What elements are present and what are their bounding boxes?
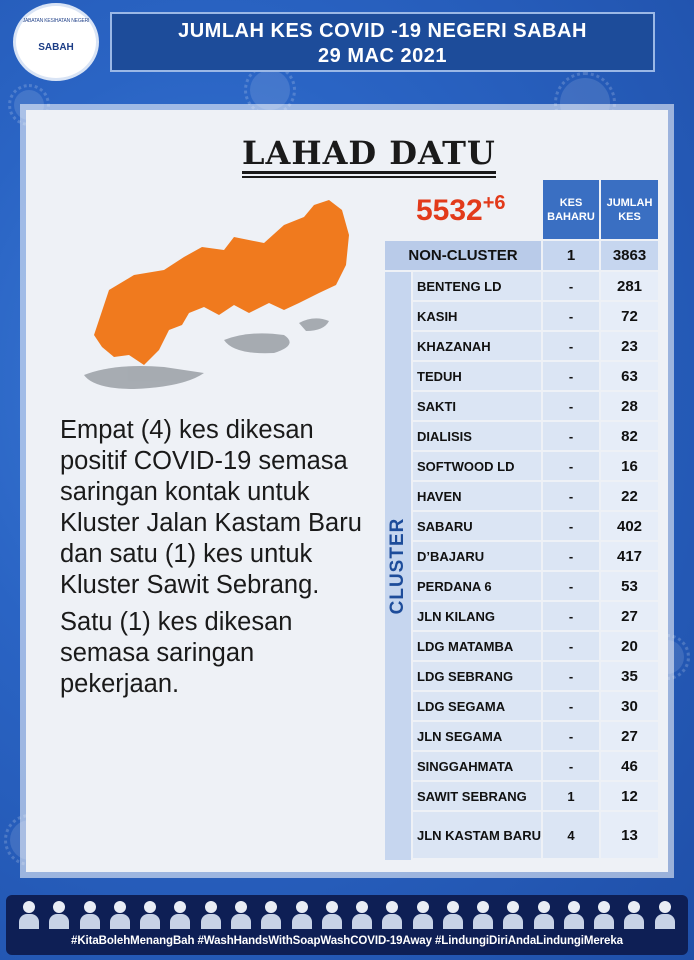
table-row [411,422,658,450]
table-row [411,692,658,720]
person-icon [17,899,41,929]
header-date: 29 MAC 2021 [318,45,447,67]
cluster-side-label [385,272,411,860]
new-cases-increase: +6 [482,192,506,214]
cluster-new-cases: - [543,662,599,690]
cluster-total-cases: 53 [601,572,658,600]
cluster-new-cases: - [543,482,599,510]
col-header-total-cases: JUMLAH KES [601,180,658,239]
table-row [411,812,658,858]
cluster-name: LDG SEBRANG [413,662,541,690]
cluster-new-cases: - [543,632,599,660]
cluster-total-cases: 16 [601,452,658,480]
person-icon [290,899,314,929]
cluster-group [385,272,658,860]
health-dept-logo [16,6,96,78]
cluster-label-text: CLUSTER [387,517,408,615]
person-icon [350,899,374,929]
table-row [411,332,658,360]
non-cluster-row [385,241,658,270]
page-header [110,12,655,72]
cluster-name: PERDANA 6 [413,572,541,600]
cluster-new-cases: - [543,572,599,600]
cluster-total-cases: 46 [601,752,658,780]
cluster-new-cases: - [543,542,599,570]
case-description [60,415,380,706]
cluster-new-cases: - [543,302,599,330]
person-icon [653,899,677,929]
cluster-table [385,180,658,860]
table-row [411,722,658,750]
description-paragraph-2: Satu (1) kes dikesan semasa saringan pekerjaan. [60,608,293,698]
table-row [411,512,658,540]
description-paragraph-1: Empat (4) kes dikesan positif COVID-19 semasa saringan kontak untuk Kluster Jalan Kastam Baru dan satu (1) kes untuk Kluster Sawit Sebrang. [60,416,362,599]
header-title: JUMLAH KES COVID -19 NEGERI SABAH [178,20,587,42]
logo-top-text: JABATAN KESIHATAN NEGERI [22,18,90,24]
district-map [74,195,364,395]
person-icon [168,899,192,929]
person-icon [138,899,162,929]
table-row [411,632,658,660]
person-icon [532,899,556,929]
non-cluster-label: NON-CLUSTER [385,241,541,270]
cluster-new-cases: - [543,512,599,540]
person-icon [592,899,616,929]
person-icon [199,899,223,929]
people-icons [6,895,688,933]
cluster-total-cases: 281 [601,272,658,300]
non-cluster-total: 3863 [601,241,658,270]
cluster-name: SAWIT SEBRANG [413,782,541,810]
non-cluster-new: 1 [543,241,599,270]
person-icon [47,899,71,929]
district-panel [26,110,668,872]
person-icon [562,899,586,929]
table-row [411,272,658,300]
person-icon [622,899,646,929]
cluster-new-cases: - [543,602,599,630]
cluster-total-cases: 28 [601,392,658,420]
table-row [411,452,658,480]
cluster-new-cases: - [543,722,599,750]
cluster-name: JLN KILANG [413,602,541,630]
cluster-total-cases: 12 [601,782,658,810]
cluster-name: LDG MATAMBA [413,632,541,660]
footer-hashtags: #KitaBolehMenangBah #WashHandsWithSoapWashCOVID-19Away #LindungiDiriAndaLindungiMereka [71,935,623,947]
person-icon [108,899,132,929]
cluster-new-cases: - [543,422,599,450]
cluster-total-cases: 417 [601,542,658,570]
map-region-shape [94,200,349,365]
cluster-name: BENTENG LD [413,272,541,300]
cluster-total-cases: 63 [601,362,658,390]
cluster-new-cases: - [543,452,599,480]
cluster-new-cases: 4 [543,812,599,858]
cluster-total-cases: 402 [601,512,658,540]
cluster-total-cases: 13 [601,812,658,858]
table-row [411,572,658,600]
cluster-name: SINGGAHMATA [413,752,541,780]
cluster-total-cases: 22 [601,482,658,510]
cluster-name: JLN KASTAM BARU [413,812,541,858]
logo-name: SABAH [38,42,74,53]
cluster-name: SABARU [413,512,541,540]
person-icon [501,899,525,929]
person-icon [471,899,495,929]
table-row [411,392,658,420]
col-header-new-cases: KES BAHARU [543,180,599,239]
cluster-total-cases: 27 [601,722,658,750]
cluster-new-cases: - [543,332,599,360]
cluster-name: HAVEN [413,482,541,510]
cluster-new-cases: - [543,272,599,300]
cluster-new-cases: - [543,392,599,420]
cluster-new-cases: - [543,752,599,780]
district-title: LAHAD DATU [242,134,496,172]
cluster-total-cases: 20 [601,632,658,660]
table-row [411,602,658,630]
person-icon [78,899,102,929]
table-row [411,542,658,570]
cluster-new-cases: 1 [543,782,599,810]
cluster-name: TEDUH [413,362,541,390]
person-icon [320,899,344,929]
cluster-total-cases: 27 [601,602,658,630]
cluster-total-cases: 23 [601,332,658,360]
table-row [411,752,658,780]
cluster-name: SOFTWOOD LD [413,452,541,480]
table-row [411,302,658,330]
person-icon [259,899,283,929]
cluster-rows [411,272,658,860]
table-header-row [385,180,658,239]
cluster-total-cases: 72 [601,302,658,330]
footer-banner [6,895,688,955]
cluster-name: KHAZANAH [413,332,541,360]
table-row [411,782,658,810]
person-icon [380,899,404,929]
cluster-total-cases: 35 [601,662,658,690]
cluster-name: DIALISIS [413,422,541,450]
table-row [411,482,658,510]
cluster-name: D’BAJARU [413,542,541,570]
person-icon [229,899,253,929]
cluster-name: SAKTI [413,392,541,420]
person-icon [411,899,435,929]
cluster-name: LDG SEGAMA [413,692,541,720]
table-row [411,662,658,690]
cluster-name: JLN SEGAMA [413,722,541,750]
cluster-total-cases: 82 [601,422,658,450]
cluster-total-cases: 30 [601,692,658,720]
table-row [411,362,658,390]
cluster-new-cases: - [543,362,599,390]
cluster-new-cases: - [543,692,599,720]
person-icon [441,899,465,929]
total-cases-value: 5532 [416,194,483,227]
cluster-name: KASIH [413,302,541,330]
